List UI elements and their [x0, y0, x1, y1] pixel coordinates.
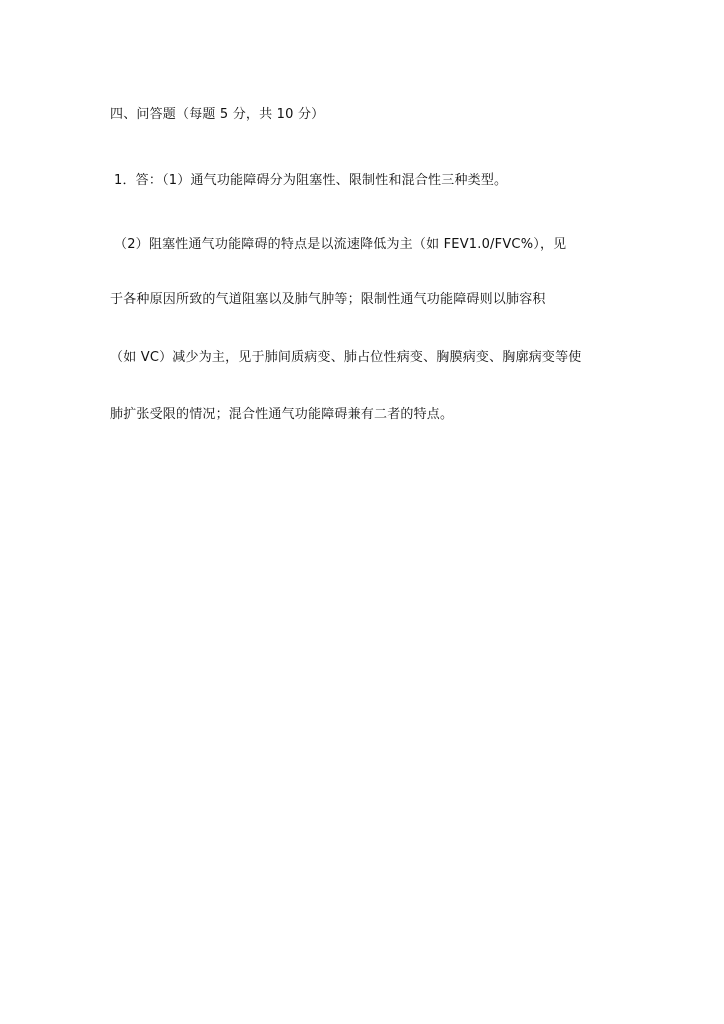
answer-line: 1．答：（1）通气功能障碍分为阻塞性、限制性和混合性三种类型。 [114, 173, 508, 188]
answer-line: 于各种原因所致的气道阻塞以及肺气肿等；限制性通气功能障碍则以肺容积 [110, 292, 546, 307]
answer-line: 肺扩张受限的情况；混合性通气功能障碍兼有二者的特点。 [110, 407, 454, 422]
answer-line: （如 VC）减少为主，见于肺间质病变、肺占位性病变、胸膜病变、胸廓病变等使 [110, 350, 582, 365]
section-heading: 四、问答题（每题 5 分，共 10 分） [110, 107, 325, 122]
answer-line: （2）阻塞性通气功能障碍的特点是以流速降低为主（如 FEV1.0/FVC%），见 [114, 237, 567, 252]
